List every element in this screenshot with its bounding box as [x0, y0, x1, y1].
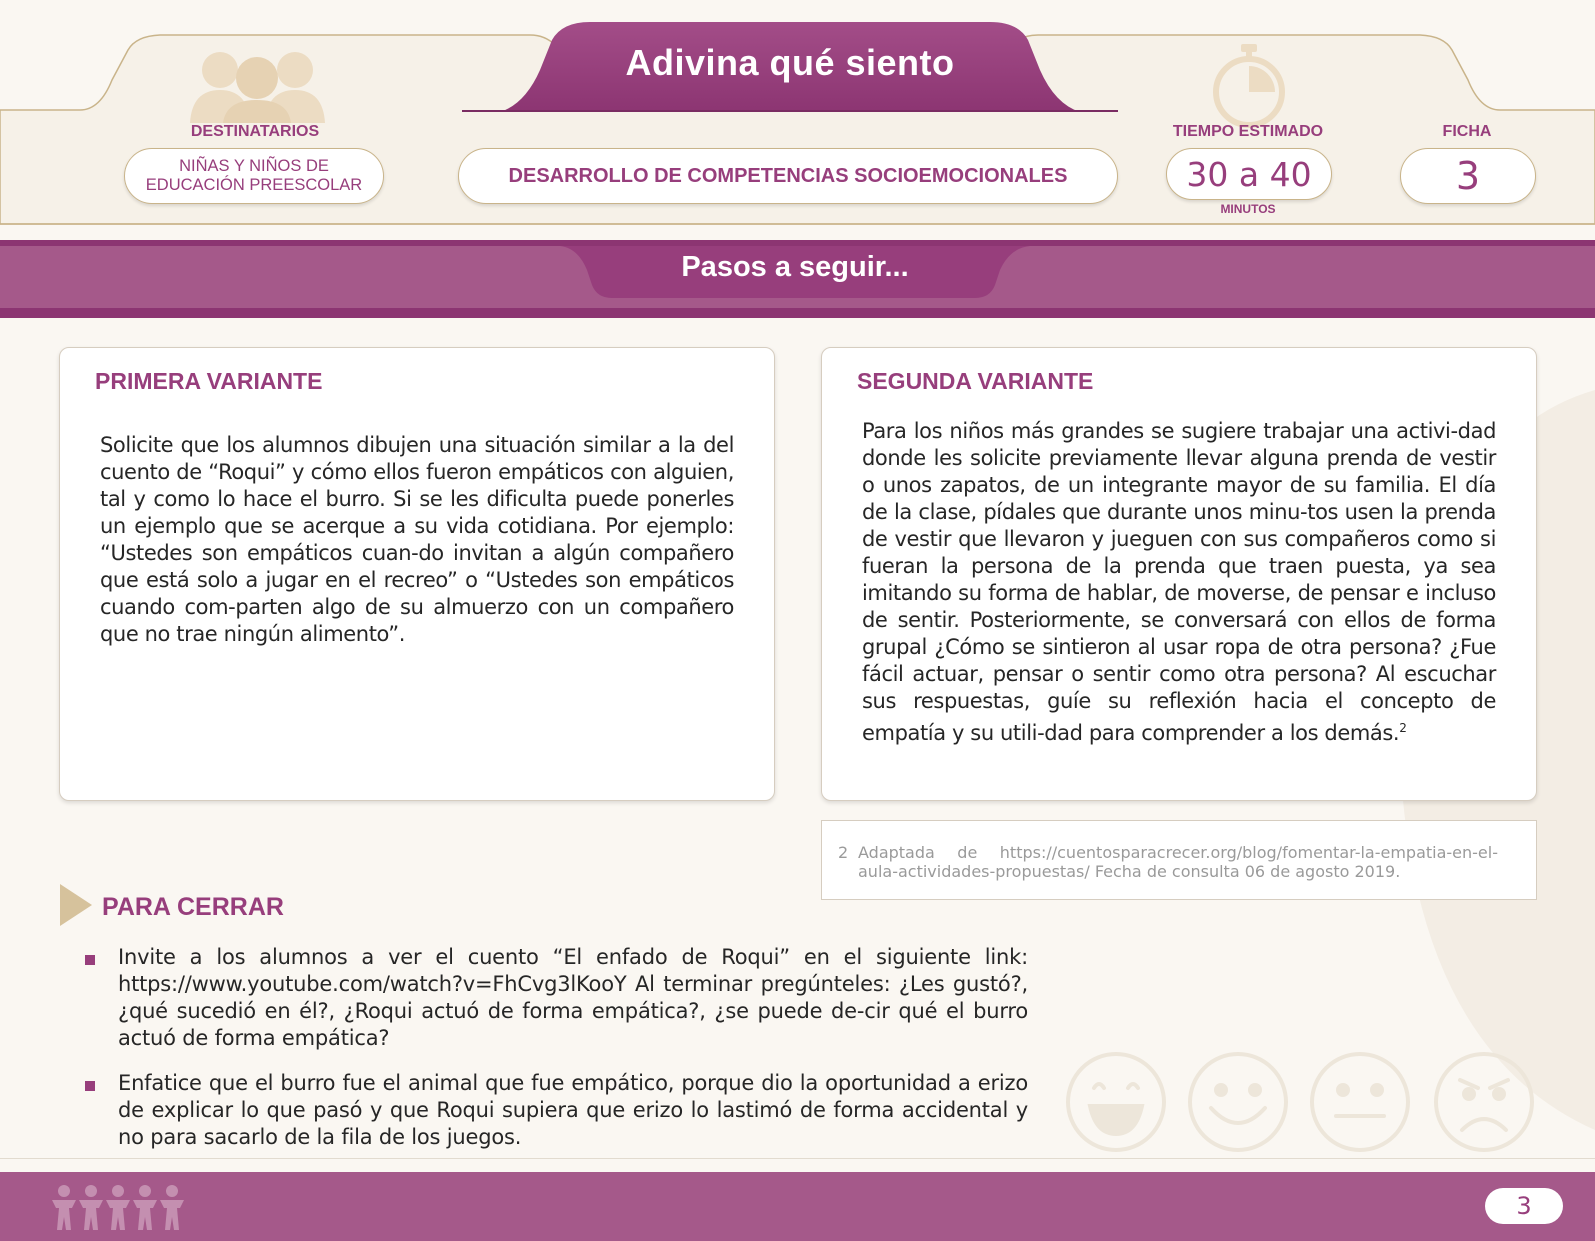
play-triangle-icon	[60, 884, 92, 926]
emotion-faces	[1066, 1050, 1546, 1154]
tiempo-pill	[1166, 148, 1332, 200]
primera-variante-text: Solicite que los alumnos dibujen una situación similar a la del cuento de “Roqui” y cómo ellos fueron empáticos con alguien, tal y como lo hace el burro. Si se les dificulta puede ponerles un ejemplo que se acerque a su vida cotidiana. Por ejemplo: “Ustedes son empáticos cuan-do invitan a algún compañero que está solo a jugar en el recreo” o “Ustedes son empáticos cuando com-parten algo de su almuerzo con un compañero que no trae ningún alimento”.	[100, 433, 734, 646]
area-text: DESARROLLO DE COMPETENCIAS SOCIOEMOCIONALES	[508, 164, 1068, 187]
footer-divider	[0, 1158, 1595, 1159]
primera-variante-card	[59, 347, 775, 801]
segunda-variante-title: SEGUNDA VARIANTE	[857, 368, 1094, 394]
header	[0, 0, 1595, 225]
destinatarios-pill	[124, 148, 384, 204]
cierre-item-2: Enfatice que el burro fue el animal que fue empático, porque dio la oportunidad a erizo de explicar lo que pasó y que Roqui supiera que erizo lo lastimó de forma accidental y no para sacarlo de la fila de los juegos.	[118, 1071, 1028, 1149]
page-number-pill	[1485, 1188, 1563, 1224]
cierre-item-1: Invite a los alumnos a ver el cuento “El enfado de Roqui” en el siguiente link: https://www.youtube.com/watch?v=FhCvg3lKooY Al terminar pregúnteles: ¿Les gustó?, ¿qué sucedió en él?, ¿Roqui actuó de forma empática?, ¿se puede de-cir qué el burro actuó de forma empática?	[118, 945, 1028, 1050]
tiempo-value: 30 a 40	[1186, 154, 1312, 194]
ficha-pill	[1400, 148, 1536, 204]
section-title: Pasos a seguir...	[681, 251, 909, 283]
primera-variante-title: PRIMERA VARIANTE	[95, 368, 323, 394]
tiempo-unit: MINUTOS	[1220, 202, 1276, 216]
stopwatch-icon	[1208, 44, 1290, 128]
laughing-face-icon	[1068, 1054, 1164, 1150]
people-icon	[190, 48, 325, 123]
paper-dolls-icon	[50, 1184, 190, 1232]
segunda-variante-card	[821, 347, 1537, 801]
page-number: 3	[1516, 1192, 1532, 1220]
smiling-face-icon	[1190, 1054, 1286, 1150]
destinatarios-line2: EDUCACIÓN PREESCOLAR	[145, 176, 363, 194]
activity-title: Adivina qué siento	[625, 42, 955, 83]
footnote-box	[821, 820, 1537, 900]
footnote-number: 2	[838, 843, 849, 862]
para-cerrar-title: PARA CERRAR	[102, 893, 284, 921]
segunda-variante-text: Para los niños más grandes se sugiere trabajar una activi-dad donde les solicite previamente llevar alguna prenda de vestir o unos zapatos, de un integrante mayor de su familia. El día de la clase, pídales que durante unos minu-tos usen la prenda de vestir que llevaron y jueguen con sus compañeros como si fueran la persona de la prenda que traen puesta, ya sea imitando su forma de hablar, de moverse, de pensar e incluso de sentir. Posteriormente, se conversará con ellos de forma grupal ¿Cómo se sintieron al usar ropa de otra persona? ¿Fue fácil actuar, pensar o sentir como otra persona? Al escuchar sus respuestas, guíe su reflexión hacia el concepto de empatía y su utili-dad para comprender a los demás.	[862, 419, 1496, 745]
tiempo-label: TIEMPO ESTIMADO	[1172, 123, 1324, 140]
ficha-label: FICHA	[1442, 123, 1492, 140]
footer	[0, 1172, 1595, 1241]
bullet-marker	[85, 1081, 95, 1091]
ficha-value: 3	[1455, 154, 1481, 198]
footnote-text: Adaptada de https://cuentosparacrecer.org/blog/fomentar-la-empatia-en-el-aula-actividades-propuestas/ Fecha de consulta 06 de agosto 2019.	[858, 843, 1498, 881]
destinatarios-line1: NIÑAS Y NIÑOS DE	[179, 157, 329, 175]
destinatarios-label: DESTINATARIOS	[190, 123, 320, 140]
neutral-face-icon	[1312, 1054, 1408, 1150]
footnote-mark: 2	[1399, 721, 1407, 735]
bullet-marker	[85, 955, 95, 965]
segunda-variante-body	[862, 418, 1496, 747]
area-pill	[458, 148, 1118, 204]
angry-face-icon	[1436, 1054, 1532, 1150]
